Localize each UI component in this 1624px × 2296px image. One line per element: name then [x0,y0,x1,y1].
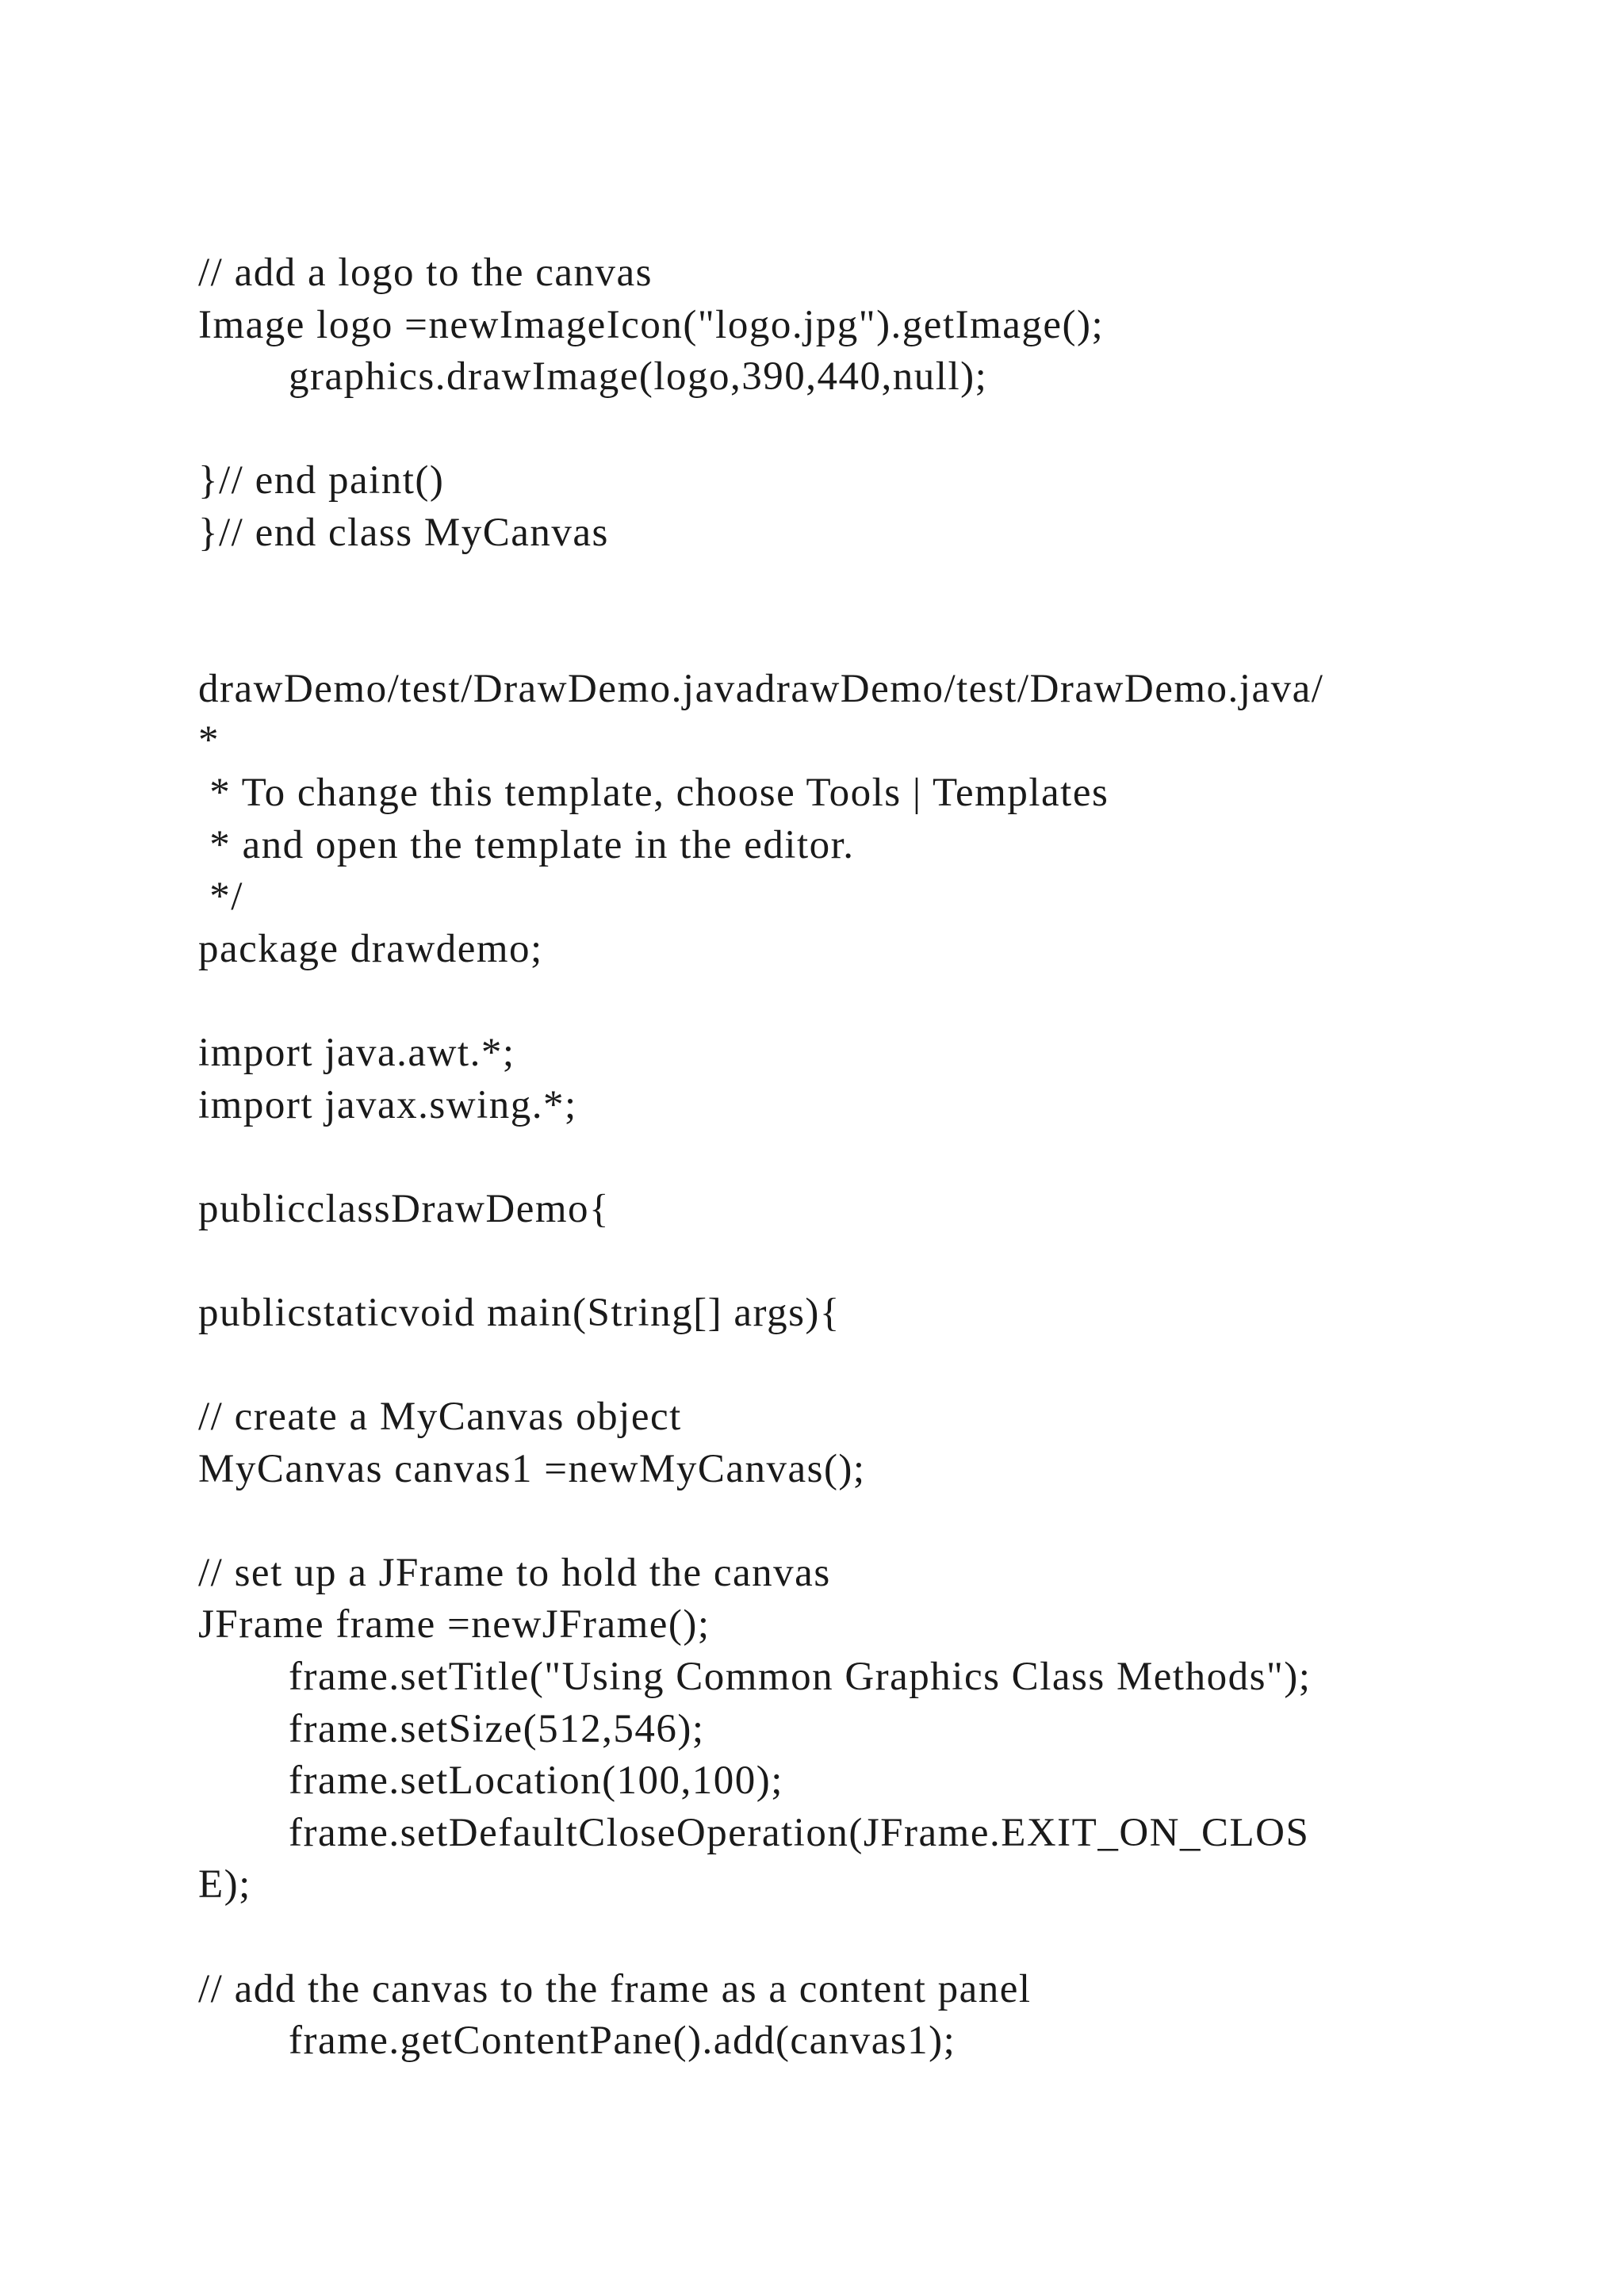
code-line: // set up a JFrame to hold the canvas [198,1550,831,1595]
code-line: // add a logo to the canvas [198,251,653,295]
code-line: // create a MyCanvas object [198,1395,682,1440]
code-line: }// end class MyCanvas [198,510,609,555]
code-line: publicstaticvoid main(String[] args){ [198,1290,841,1335]
code-listing [198,247,1546,2068]
code-line: graphics.drawImage(logo,390,440,null); [198,354,988,400]
code-line [198,1131,1546,1184]
code-line: drawDemo/test/DrawDemo.javadrawDemo/test/DrawDemo.java/ [198,666,1324,711]
code-line: // add the canvas to the frame as a content panel [198,1966,1032,2011]
code-line: * and open the template in the editor. [198,822,855,867]
code-line [198,404,1546,456]
code-line: frame.setTitle("Using Common Graphics Class Methods"); [198,1655,1312,1700]
code-line: * [198,718,220,763]
code-line: }// end paint() [198,458,445,503]
code-line [198,1339,1546,1391]
code-line [198,611,1546,664]
code-line [198,1911,1546,1964]
code-line: frame.setDefaultCloseOperation(JFrame.EXIT_ON_CLOS [198,1810,1310,1855]
code-line: import java.awt.*; [198,1030,515,1075]
code-line [198,975,1546,1027]
code-line: MyCanvas canvas1 =newMyCanvas(); [198,1446,866,1491]
code-line: JFrame frame =newJFrame(); [198,1602,710,1647]
code-line: */ [198,874,243,920]
code-line: Image logo =newImageIcon("logo.jpg").getImage(); [198,302,1105,347]
code-line: publicclassDrawDemo{ [198,1186,611,1231]
code-line [198,560,1546,612]
code-line: frame.setLocation(100,100); [198,1758,783,1804]
code-line: * To change this template, choose Tools | Templates [198,770,1109,815]
code-line [198,1235,1546,1288]
code-line: package drawdemo; [198,926,543,971]
code-line: frame.getContentPane().add(canvas1); [198,2019,956,2064]
code-line: import javax.swing.*; [198,1082,577,1127]
code-line [198,1495,1546,1548]
code-line: frame.setSize(512,546); [198,1706,705,1751]
code-line: E); [198,1862,251,1908]
